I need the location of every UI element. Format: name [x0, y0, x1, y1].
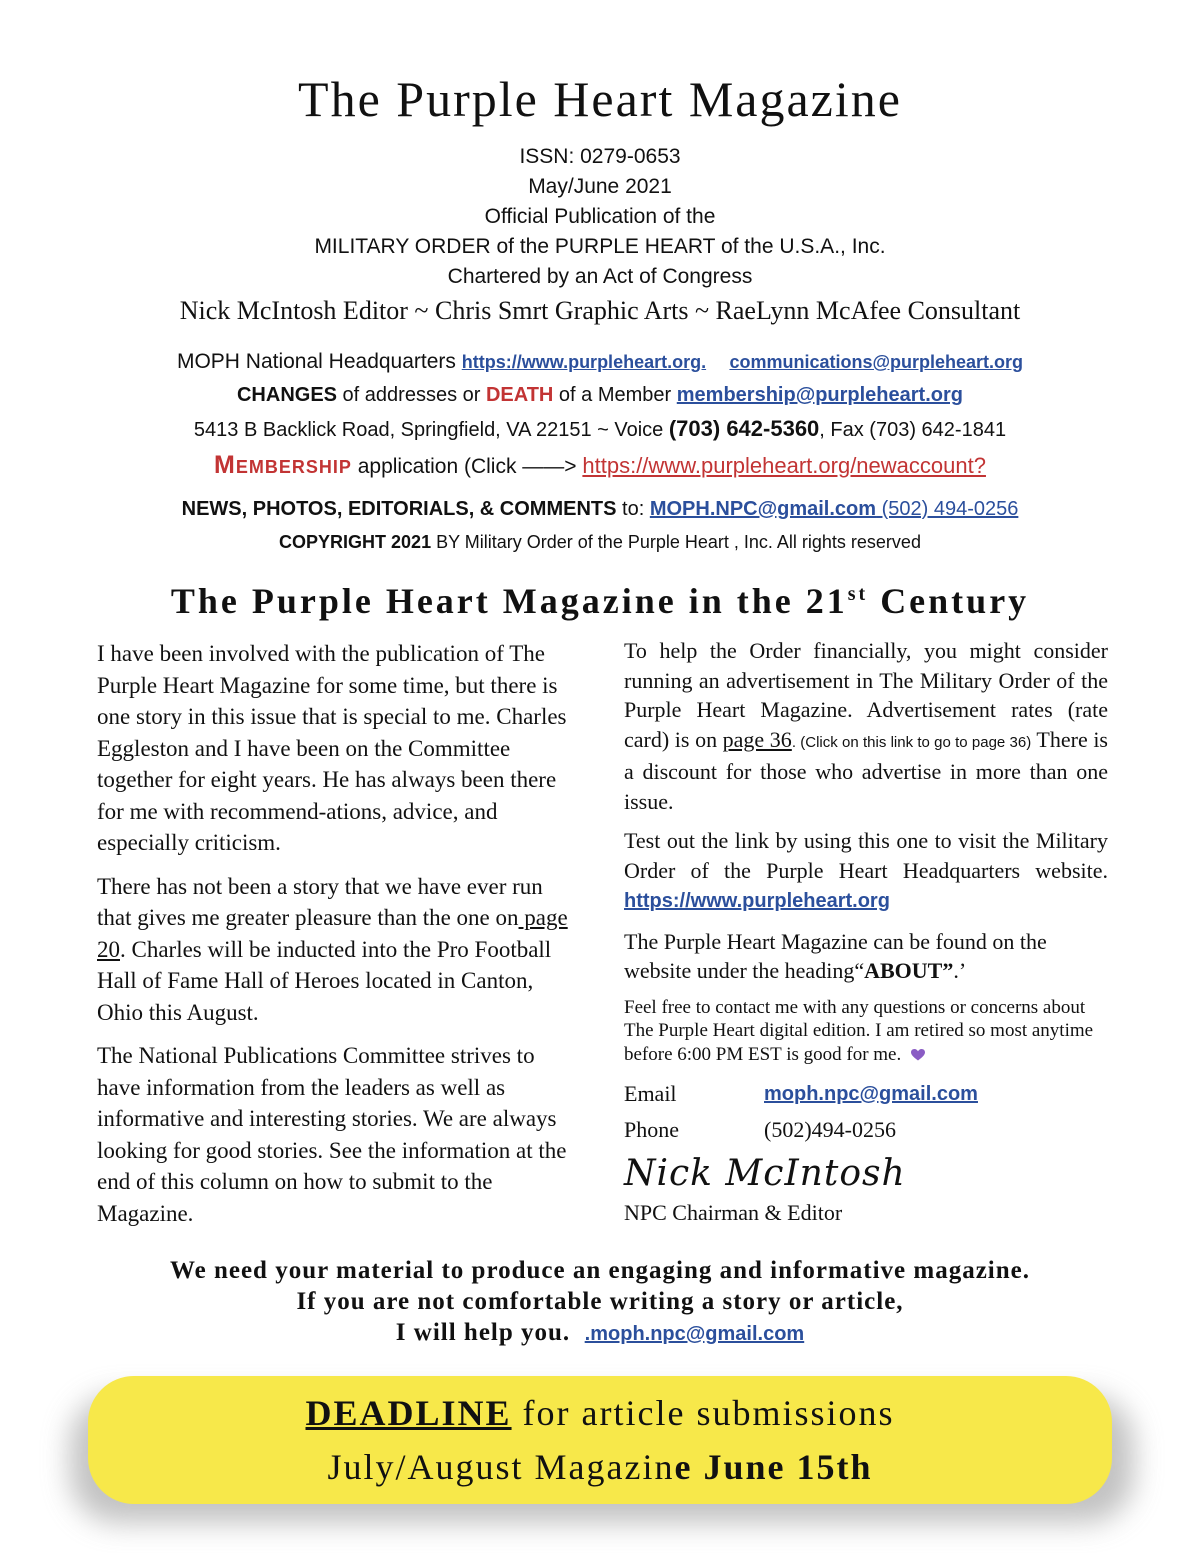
- email-row: [624, 1076, 1108, 1112]
- right-p1-end: There is a discount for those who advertise in more than one issue.: [624, 726, 1108, 814]
- page-36-link[interactable]: page 36: [722, 726, 792, 752]
- organization-name: MILITARY ORDER of the PURPLE HEART of the U.S.A., Inc.: [314, 235, 886, 258]
- right-column: [624, 636, 1108, 1228]
- news-label: NEWS, PHOTOS, EDITORIALS, & COMMENTS: [181, 498, 617, 520]
- official-publication: Official Publication of the: [484, 205, 716, 228]
- deadline-line-1-rest: for article submissions: [511, 1393, 895, 1433]
- deadline-banner: [88, 1376, 1112, 1504]
- contact-email-link[interactable]: moph.npc@gmail.com: [764, 1083, 978, 1105]
- right-paragraph-1: [624, 636, 1108, 816]
- magazine-title: The Purple Heart Magazine: [298, 71, 902, 127]
- deadline-line-1: [88, 1392, 1112, 1434]
- hq-line: [0, 345, 1200, 379]
- news-to: to:: [616, 498, 650, 520]
- news-line: [0, 493, 1200, 526]
- headline-end: Century: [868, 581, 1030, 621]
- hq-url-link[interactable]: https://www.purpleheart.org.: [461, 352, 707, 372]
- appeal-dot: .: [562, 1319, 585, 1346]
- issn: ISSN: 0279-0653: [519, 145, 681, 168]
- article-headline: [0, 580, 1200, 622]
- headline-sup: st: [847, 583, 869, 605]
- hq-label: MOPH National Headquarters: [176, 350, 462, 373]
- deadline-date: e June 15th: [674, 1447, 873, 1487]
- right-p1-start: To help the Order financially, you might consider running an advertisement in The Military Order of the Purple Heart Magazine. Advertisement rates (rate card) is on: [624, 638, 1108, 752]
- right-p4-text: Feel free to contact me with any questions or concerns about The Purple Heart digital edition. I am retired so most anytime before 6:00 PM EST is good for me.: [624, 996, 1094, 1065]
- about-heading: ABOUT”: [864, 958, 954, 983]
- hq-email-link[interactable]: communications@purpleheart.org: [729, 352, 1024, 372]
- right-p3-end: .’: [953, 958, 967, 983]
- right-paragraph-2: [624, 826, 1108, 917]
- left-p2-end: . Charles will be inducted into the Pro Football Hall of Fame Hall of Heroes located in Canton, Ohio this August.: [97, 936, 552, 1025]
- phone-row: [624, 1112, 1108, 1148]
- appeal-email-link[interactable]: .moph.npc@gmail.com: [584, 1323, 805, 1345]
- copyright-bold: COPYRIGHT 2021: [279, 532, 432, 552]
- signer-title: NPC Chairman & Editor: [624, 1200, 843, 1225]
- appeal-line-1: We need your material to produce an engaging and informative magazine.: [169, 1257, 1030, 1284]
- left-column: [97, 638, 579, 1241]
- death-word: DEATH: [485, 384, 554, 406]
- membership-word: Membership: [214, 451, 352, 479]
- membership-text: application (Click ——>: [351, 455, 583, 478]
- charter-line: Chartered by an Act of Congress: [447, 265, 753, 288]
- voice-number: (703) 642-5360: [668, 416, 820, 441]
- page-20-link[interactable]: page 20: [97, 905, 568, 962]
- membership-line: [0, 447, 1200, 485]
- right-p2-start: Test out the link by using this one to visit the Military Order of the Purple Heart Headquarters website.: [624, 828, 1108, 883]
- publication-info: [0, 142, 1200, 292]
- deadline-line-2: [88, 1446, 1112, 1488]
- email-label: Email: [624, 1081, 677, 1106]
- changes-text: of addresses or: [337, 384, 486, 406]
- appeal-line-3: [0, 1317, 1200, 1350]
- membership-email-link[interactable]: membership@purpleheart.org: [676, 384, 963, 406]
- right-paragraph-4: [624, 996, 1108, 1067]
- staff-credits: Nick McIntosh Editor ~ Chris Smrt Graphic Arts ~ RaeLynn McAfee Consultant: [179, 296, 1021, 325]
- copyright-line: [0, 526, 1200, 559]
- changes-word: CHANGES: [236, 384, 337, 406]
- fax-number: , Fax (703) 642-1841: [819, 419, 1007, 441]
- issue-date: May/June 2021: [528, 175, 672, 198]
- contact-block: [0, 345, 1200, 559]
- right-paragraph-3: [624, 927, 1108, 986]
- address-text: 5413 B Backlick Road, Springfield, VA 22151 ~ Voice: [193, 419, 669, 441]
- phone-value: (502)494-0256: [764, 1117, 896, 1142]
- left-paragraph-3: The National Publications Committee strives to have information from the leaders as well as informative and interesting stories. We are always looking for good stories. See the information at the end of this column on how to submit to the Magazine.: [97, 1043, 567, 1226]
- deadline-line-2-start: July/August Magazin: [327, 1447, 675, 1487]
- deadline-word: DEADLINE: [305, 1393, 512, 1433]
- news-phone: (502) 494-0256: [876, 498, 1019, 520]
- news-email-link[interactable]: MOPH.NPC@gmail.com: [649, 498, 877, 520]
- left-p2-start: There has not been a story that we have ever run that gives me greater pleasure than the one on: [97, 873, 543, 930]
- copyright-rest: BY Military Order of the Purple Heart , Inc. All rights reserved: [431, 532, 921, 552]
- appeal-line-2: If you are not comfortable writing a story or article,: [296, 1288, 904, 1315]
- new-account-link[interactable]: https://www.purpleheart.org/newaccount?: [582, 453, 986, 478]
- purpleheart-website-link[interactable]: https://www.purpleheart.org: [624, 890, 890, 912]
- headline-main: The Purple Heart Magazine in the 21: [170, 581, 848, 621]
- submission-appeal: [0, 1255, 1200, 1350]
- page-36-note: . (Click on this link to go to page 36): [791, 733, 1032, 751]
- appeal-line-3-text: I will help you: [395, 1319, 563, 1346]
- left-paragraph-1: I have been involved with the publication of The Purple Heart Magazine for some time, but there is one story in this issue that is special to me. Charles Eggleston and I have been on the Committee together for eight years. He has always been there for me with recommend-ations, advice, and especially criticism.: [97, 641, 567, 855]
- right-p3-start: The Purple Heart Magazine can be found on the website under the heading“: [624, 928, 1047, 983]
- left-paragraph-2: [97, 871, 579, 1029]
- signature: Nick McIntosh: [624, 1153, 906, 1194]
- changes-line: [0, 379, 1200, 412]
- changes-end-text: of a Member: [553, 384, 677, 406]
- phone-label: Phone: [624, 1117, 679, 1142]
- purple-heart-icon: [911, 1049, 925, 1061]
- address-line: [0, 412, 1200, 447]
